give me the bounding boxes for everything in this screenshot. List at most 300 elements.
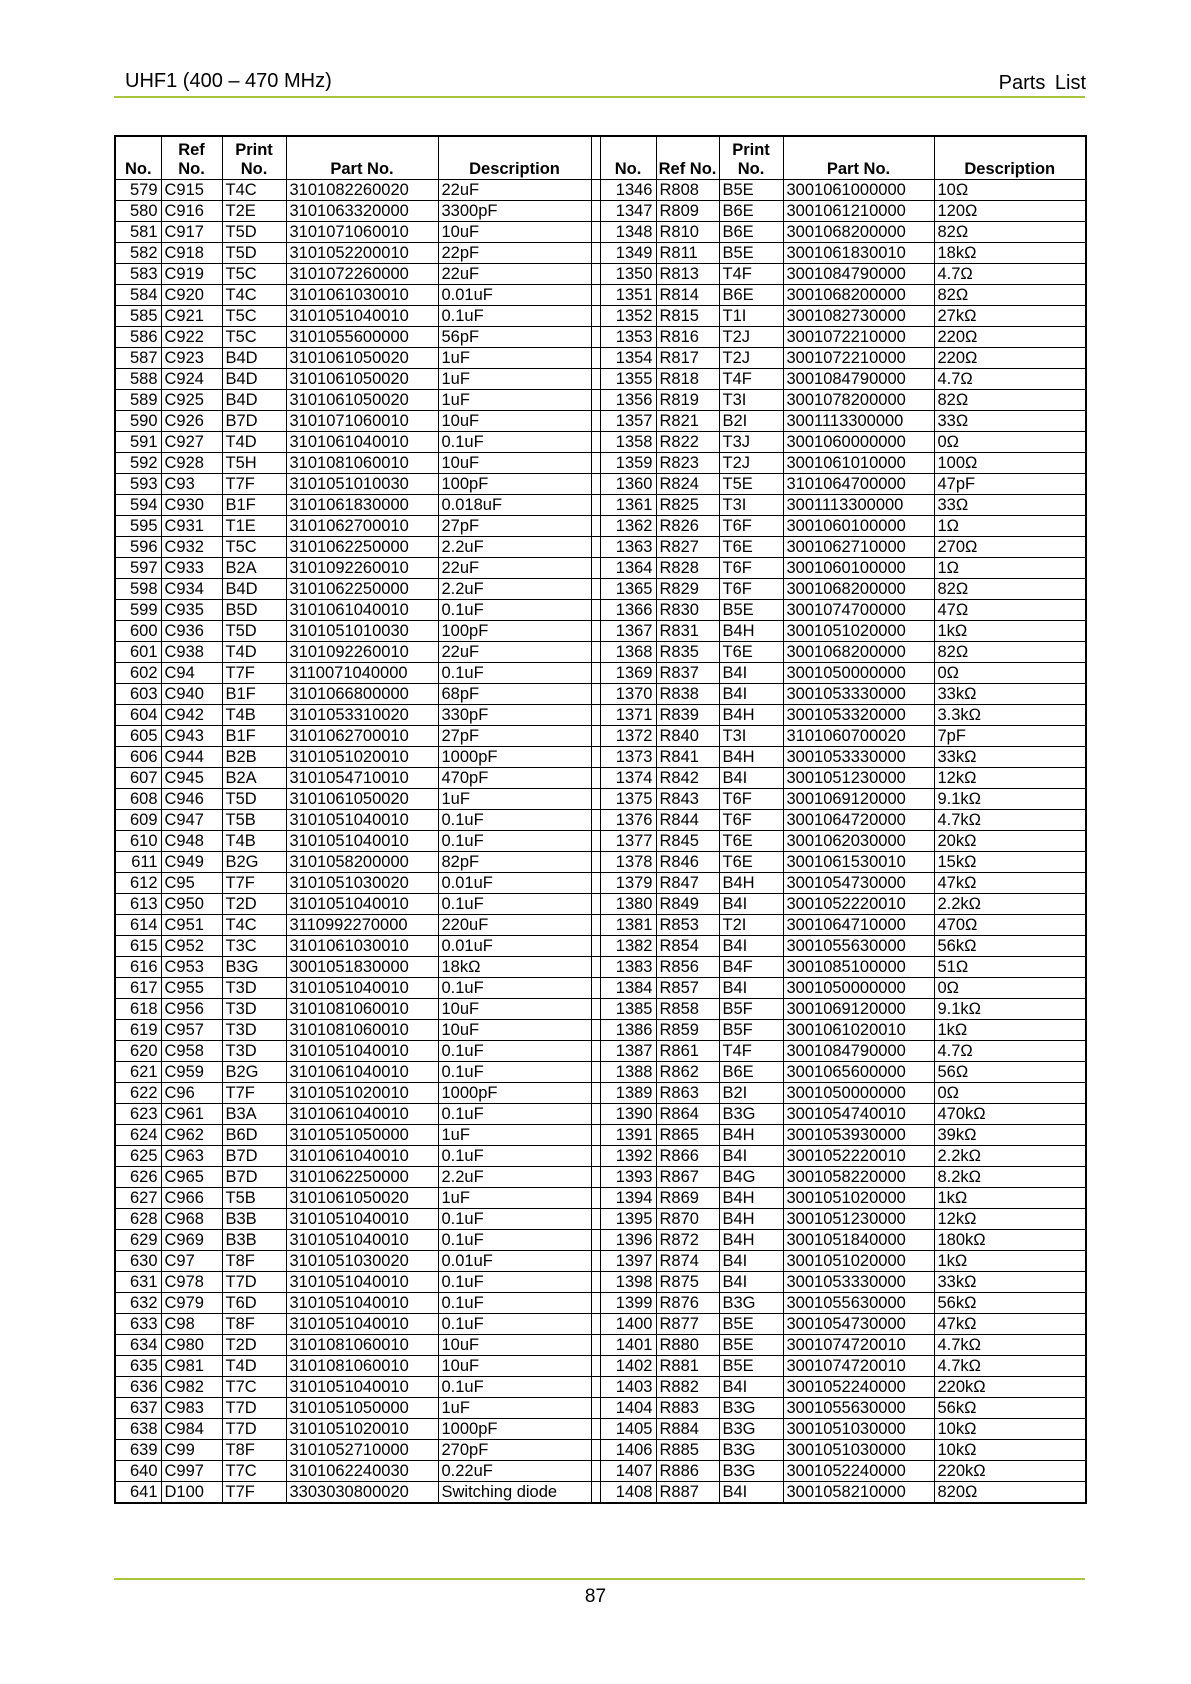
cell-no: 618 [115,999,161,1020]
cell-ref-no: R810 [656,222,719,243]
cell-no: 614 [115,915,161,936]
cell-no: 611 [115,852,161,873]
cell-print-no: B4I [719,1272,783,1293]
cell-no: 1359 [600,453,656,474]
cell-no: 633 [115,1314,161,1335]
cell-part-no: 3101051030020 [286,1251,438,1272]
cell-ref-no: C978 [161,1272,222,1293]
cell-no: 1376 [600,810,656,831]
cell-ref-no: C969 [161,1230,222,1251]
cell-no: 593 [115,474,161,495]
cell-print-no: B6E [719,201,783,222]
cell-no: 1373 [600,747,656,768]
cell-no: 1400 [600,1314,656,1335]
cell-description: 0.1uF [438,1146,591,1167]
cell-description: 27kΩ [934,306,1086,327]
table-row [115,1230,1086,1251]
table-row [115,852,1086,873]
col-header-ref-no: Ref No. [161,136,222,180]
cell-print-no: B5F [719,1020,783,1041]
cell-part-no: 3101061050020 [286,348,438,369]
cell-description: 22uF [438,180,591,201]
cell-no: 615 [115,936,161,957]
cell-description: 10uF [438,411,591,432]
column-gap [591,978,600,999]
cell-part-no: 3101061040010 [286,432,438,453]
cell-ref-no: C949 [161,852,222,873]
cell-print-no: T5D [222,243,286,264]
cell-ref-no: R815 [656,306,719,327]
cell-part-no: 3101062700010 [286,726,438,747]
cell-part-no: 3101051040010 [286,1293,438,1314]
cell-no: 609 [115,810,161,831]
column-gap [591,1293,600,1314]
cell-print-no: T2I [719,915,783,936]
col-header-description: Description [934,136,1086,180]
table-row [115,180,1086,201]
cell-no: 1351 [600,285,656,306]
cell-no: 582 [115,243,161,264]
cell-part-no: 3101051040010 [286,894,438,915]
cell-no: 1383 [600,957,656,978]
cell-print-no: B6E [719,222,783,243]
cell-print-no: B2I [719,411,783,432]
cell-description: 4.7kΩ [934,1335,1086,1356]
cell-ref-no: R847 [656,873,719,894]
cell-description: 4.7kΩ [934,810,1086,831]
column-gap [591,684,600,705]
cell-ref-no: C983 [161,1398,222,1419]
cell-print-no: T1I [719,306,783,327]
table-row [115,1146,1086,1167]
cell-print-no: T5B [222,810,286,831]
column-gap [591,495,600,516]
table-row [115,306,1086,327]
cell-print-no: B3G [719,1104,783,1125]
cell-no: 598 [115,579,161,600]
cell-print-no: T4C [222,285,286,306]
cell-description: 47kΩ [934,1314,1086,1335]
column-gap [591,600,600,621]
cell-part-no: 3001050000000 [783,663,934,684]
cell-part-no: 3001084790000 [783,264,934,285]
cell-print-no: B3B [222,1209,286,1230]
table-row [115,411,1086,432]
cell-print-no: T6E [719,831,783,852]
table-row [115,1398,1086,1419]
cell-description: 4.7kΩ [934,1356,1086,1377]
cell-no: 619 [115,1020,161,1041]
parts-table-body [115,180,1086,1504]
cell-print-no: B5E [719,1335,783,1356]
cell-description: 0.1uF [438,1230,591,1251]
cell-description: 10kΩ [934,1419,1086,1440]
column-gap [591,537,600,558]
cell-description: 22uF [438,642,591,663]
cell-ref-no: C936 [161,621,222,642]
table-row [115,1356,1086,1377]
cell-ref-no: R844 [656,810,719,831]
cell-no: 635 [115,1356,161,1377]
cell-print-no: B4D [222,348,286,369]
cell-ref-no: C965 [161,1167,222,1188]
cell-ref-no: C923 [161,348,222,369]
cell-part-no: 3001069120000 [783,999,934,1020]
cell-print-no: T5D [222,222,286,243]
cell-print-no: B3G [719,1419,783,1440]
table-row [115,1125,1086,1146]
cell-ref-no: C938 [161,642,222,663]
cell-no: 602 [115,663,161,684]
cell-no: 626 [115,1167,161,1188]
cell-no: 1401 [600,1335,656,1356]
cell-no: 1398 [600,1272,656,1293]
cell-no: 638 [115,1419,161,1440]
cell-print-no: B6E [719,1062,783,1083]
cell-description: 1uF [438,390,591,411]
cell-print-no: T8F [222,1251,286,1272]
cell-description: 1uF [438,789,591,810]
cell-no: 589 [115,390,161,411]
cell-print-no: T4F [719,264,783,285]
cell-no: 1374 [600,768,656,789]
cell-part-no: 3001050000000 [783,978,934,999]
table-row [115,1482,1086,1504]
cell-description: 82Ω [934,285,1086,306]
cell-part-no: 3101092260010 [286,558,438,579]
cell-description: 0.22uF [438,1461,591,1482]
cell-ref-no: R884 [656,1419,719,1440]
cell-ref-no: C930 [161,495,222,516]
cell-print-no: B4H [719,1125,783,1146]
cell-ref-no: C940 [161,684,222,705]
cell-ref-no: R814 [656,285,719,306]
cell-part-no: 3101071060010 [286,411,438,432]
cell-description: 220Ω [934,348,1086,369]
cell-no: 596 [115,537,161,558]
cell-print-no: T4F [719,369,783,390]
cell-description: 9.1kΩ [934,999,1086,1020]
cell-ref-no: R828 [656,558,719,579]
cell-no: 641 [115,1482,161,1504]
cell-part-no: 3001084790000 [783,1041,934,1062]
cell-part-no: 3101054710010 [286,768,438,789]
column-gap [591,201,600,222]
column-gap [591,369,600,390]
cell-description: 2.2kΩ [934,1146,1086,1167]
cell-no: 1406 [600,1440,656,1461]
cell-print-no: B1F [222,684,286,705]
cell-print-no: T4C [222,180,286,201]
cell-no: 640 [115,1461,161,1482]
cell-description: 0.018uF [438,495,591,516]
cell-ref-no: R819 [656,390,719,411]
cell-part-no: 3001085100000 [783,957,934,978]
cell-no: 1372 [600,726,656,747]
table-row [115,1041,1086,1062]
cell-ref-no: C928 [161,453,222,474]
cell-ref-no: R861 [656,1041,719,1062]
cell-print-no: T6F [719,558,783,579]
cell-print-no: B4I [719,1377,783,1398]
cell-ref-no: C942 [161,705,222,726]
cell-ref-no: R838 [656,684,719,705]
column-gap [591,621,600,642]
cell-ref-no: R856 [656,957,719,978]
cell-part-no: 3101061050020 [286,369,438,390]
cell-description: 0Ω [934,432,1086,453]
cell-no: 1389 [600,1083,656,1104]
cell-description: 56pF [438,327,591,348]
cell-ref-no: C961 [161,1104,222,1125]
cell-part-no: 3101051030020 [286,873,438,894]
cell-part-no: 3101061030010 [286,936,438,957]
cell-no: 623 [115,1104,161,1125]
cell-description: 470Ω [934,915,1086,936]
cell-no: 628 [115,1209,161,1230]
cell-description: 56kΩ [934,1398,1086,1419]
cell-description: 0.01uF [438,285,591,306]
column-gap [591,285,600,306]
cell-description: 1000pF [438,1083,591,1104]
cell-ref-no: R882 [656,1377,719,1398]
column-gap [591,873,600,894]
table-row [115,915,1086,936]
cell-part-no: 3101061040010 [286,1104,438,1125]
column-gap [591,1083,600,1104]
cell-ref-no: R887 [656,1482,719,1504]
cell-no: 1371 [600,705,656,726]
cell-no: 1368 [600,642,656,663]
cell-ref-no: C915 [161,180,222,201]
table-row [115,1104,1086,1125]
cell-print-no: T5H [222,453,286,474]
cell-print-no: B5E [719,180,783,201]
cell-description: 10uF [438,999,591,1020]
cell-description: 56Ω [934,1062,1086,1083]
cell-part-no: 3101055600000 [286,327,438,348]
cell-print-no: B6E [719,285,783,306]
cell-part-no: 3101081060010 [286,1356,438,1377]
cell-print-no: B4F [719,957,783,978]
cell-ref-no: R813 [656,264,719,285]
page-number: 87 [584,1586,607,1607]
cell-ref-no: R841 [656,747,719,768]
cell-description: 120Ω [934,201,1086,222]
column-gap [591,579,600,600]
cell-ref-no: C933 [161,558,222,579]
cell-no: 1366 [600,600,656,621]
cell-description: 1000pF [438,1419,591,1440]
cell-ref-no: R853 [656,915,719,936]
cell-ref-no: C924 [161,369,222,390]
cell-no: 610 [115,831,161,852]
cell-no: 639 [115,1440,161,1461]
cell-print-no: T5B [222,1188,286,1209]
cell-ref-no: C93 [161,474,222,495]
cell-no: 636 [115,1377,161,1398]
cell-no: 634 [115,1335,161,1356]
cell-print-no: B7D [222,1146,286,1167]
cell-part-no: 3001053330000 [783,747,934,768]
cell-ref-no: R866 [656,1146,719,1167]
cell-ref-no: R872 [656,1230,719,1251]
cell-print-no: B4I [719,663,783,684]
cell-part-no: 3101051040010 [286,831,438,852]
parts-table [114,135,1087,1504]
cell-description: 4.7Ω [934,369,1086,390]
cell-ref-no: C917 [161,222,222,243]
cell-part-no: 3101051040010 [286,306,438,327]
table-row [115,621,1086,642]
cell-no: 1347 [600,201,656,222]
cell-part-no: 3101052200010 [286,243,438,264]
cell-no: 1392 [600,1146,656,1167]
cell-description: 10uF [438,1356,591,1377]
column-gap [591,432,600,453]
cell-part-no: 3001054730000 [783,1314,934,1335]
cell-print-no: B1F [222,495,286,516]
cell-print-no: B4I [719,1482,783,1504]
cell-ref-no: R875 [656,1272,719,1293]
cell-description: 82Ω [934,579,1086,600]
cell-ref-no: R840 [656,726,719,747]
cell-print-no: B4I [719,1146,783,1167]
table-row [115,1419,1086,1440]
col-header-no: No. [600,136,656,180]
cell-print-no: T2E [222,201,286,222]
table-row [115,264,1086,285]
cell-no: 599 [115,600,161,621]
column-gap [591,1188,600,1209]
cell-ref-no: C934 [161,579,222,600]
cell-description: 0.1uF [438,1272,591,1293]
cell-description: 0.1uF [438,1209,591,1230]
cell-print-no: T5C [222,537,286,558]
cell-no: 1363 [600,537,656,558]
cell-ref-no: R870 [656,1209,719,1230]
table-row [115,1209,1086,1230]
cell-ref-no: C968 [161,1209,222,1230]
cell-part-no: 3001061010000 [783,453,934,474]
cell-print-no: T5C [222,306,286,327]
cell-description: 270pF [438,1440,591,1461]
cell-no: 1397 [600,1251,656,1272]
cell-no: 590 [115,411,161,432]
cell-no: 1354 [600,348,656,369]
cell-no: 632 [115,1293,161,1314]
column-gap [591,852,600,873]
cell-part-no: 3101061050020 [286,390,438,411]
cell-print-no: T7F [222,1083,286,1104]
cell-part-no: 3001054730000 [783,873,934,894]
cell-part-no: 3101092260010 [286,642,438,663]
cell-ref-no: R858 [656,999,719,1020]
cell-no: 1346 [600,180,656,201]
cell-print-no: B4G [719,1167,783,1188]
cell-description: 1kΩ [934,1251,1086,1272]
cell-description: 47pF [934,474,1086,495]
cell-part-no: 3101062250000 [286,537,438,558]
cell-part-no: 3001061830010 [783,243,934,264]
cell-print-no: B5E [719,1314,783,1335]
cell-no: 1350 [600,264,656,285]
cell-description: 180kΩ [934,1230,1086,1251]
cell-print-no: B3B [222,1230,286,1251]
cell-print-no: T3I [719,390,783,411]
table-row [115,747,1086,768]
column-gap [591,264,600,285]
cell-no: 584 [115,285,161,306]
cell-ref-no: R854 [656,936,719,957]
table-row [115,1083,1086,1104]
cell-description: 220kΩ [934,1377,1086,1398]
cell-no: 588 [115,369,161,390]
cell-no: 1361 [600,495,656,516]
table-row [115,327,1086,348]
cell-print-no: B2B [222,747,286,768]
cell-print-no: T7C [222,1377,286,1398]
column-gap [591,1041,600,1062]
cell-description: 12kΩ [934,768,1086,789]
cell-no: 1365 [600,579,656,600]
cell-ref-no: C98 [161,1314,222,1335]
cell-ref-no: C922 [161,327,222,348]
column-gap [591,1167,600,1188]
column-gap [591,789,600,810]
cell-ref-no: R864 [656,1104,719,1125]
cell-part-no: 3001055630000 [783,1293,934,1314]
column-gap [591,642,600,663]
table-row [115,1167,1086,1188]
cell-ref-no: C921 [161,306,222,327]
table-row [115,495,1086,516]
cell-description: 0.1uF [438,1062,591,1083]
cell-no: 1382 [600,936,656,957]
cell-no: 600 [115,621,161,642]
table-row [115,936,1086,957]
cell-print-no: B3A [222,1104,286,1125]
cell-part-no: 3101081060010 [286,453,438,474]
cell-ref-no: R826 [656,516,719,537]
cell-print-no: B4I [719,684,783,705]
cell-ref-no: R839 [656,705,719,726]
cell-no: 1402 [600,1356,656,1377]
cell-part-no: 3001062030000 [783,831,934,852]
cell-part-no: 3001061020010 [783,1020,934,1041]
cell-no: 1387 [600,1041,656,1062]
cell-no: 607 [115,768,161,789]
cell-description: 1Ω [934,558,1086,579]
cell-part-no: 3001052240000 [783,1461,934,1482]
table-row [115,1020,1086,1041]
cell-description: 10Ω [934,180,1086,201]
table-row [115,1293,1086,1314]
cell-no: 1370 [600,684,656,705]
cell-no: 1407 [600,1461,656,1482]
table-row [115,705,1086,726]
table-row [115,201,1086,222]
cell-part-no: 3001051020000 [783,1188,934,1209]
cell-part-no: 3001074720010 [783,1335,934,1356]
cell-part-no: 3101062700010 [286,516,438,537]
cell-description: 10uF [438,222,591,243]
cell-print-no: B4D [222,369,286,390]
cell-description: 22uF [438,264,591,285]
cell-ref-no: D100 [161,1482,222,1504]
cell-description: 22uF [438,558,591,579]
cell-part-no: 3001051020000 [783,621,934,642]
